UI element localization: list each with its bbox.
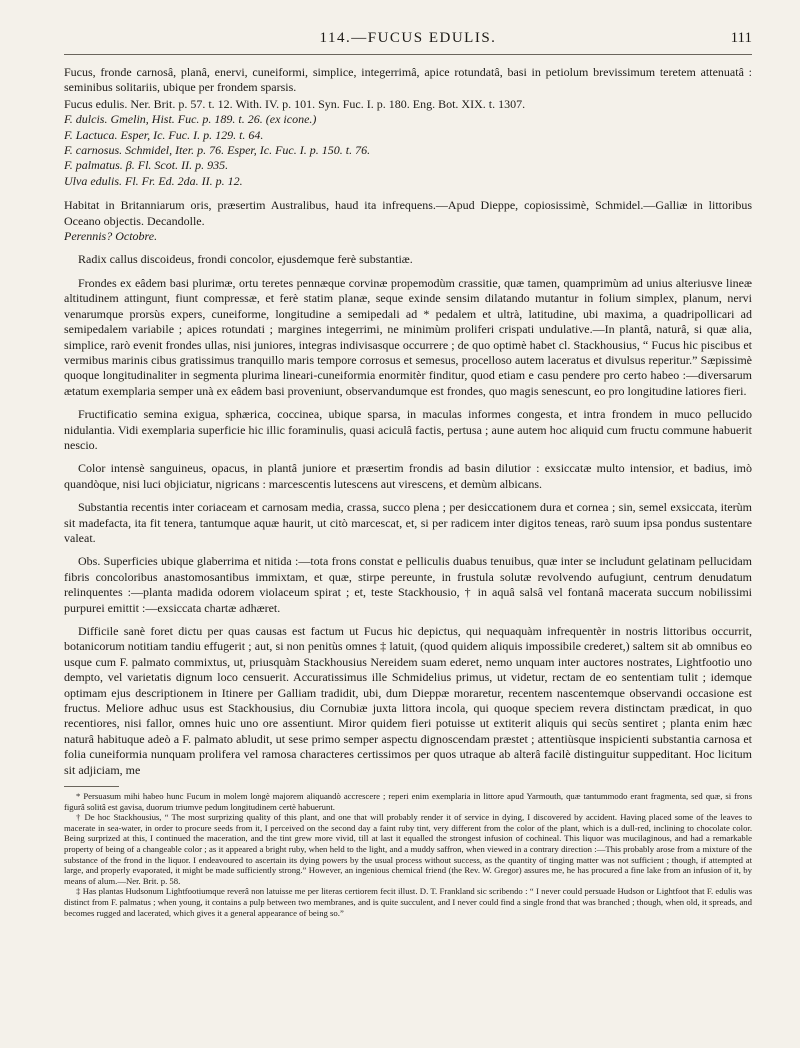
footnote: ‡ Has plantas Hudsonum Lightfootiumque reverâ non latuisse me per literas certiorem fecit illust. D. T. Frankland sic scribendo : “ I never could persuade Hudson or Lightfoot that F. edulis was distinct from F. palmatus ; when young, it contains a pulp between two membranes, and is quite succulent, and I never could find a single frond that was branched ; though, when old, it spreads, and becomes rugged and lacerated, which gives it a general appearance of being so.” (64, 886, 752, 918)
observation-paragraph: Obs. Superficies ubique glaberrima et nitida :—tota frons constat e pelliculis duabus tenuibus, quæ inter se includunt gelatinam pellucidam fibris concoloribus anastomosantibus immixtam, et quæ, stirpe pereunte, in frustula solutæ revolvendo aufugiunt, centrum denudatum relinquentes :—planta madida odorem violaceum spirat ; et, teste Stackhousio, † in aquâ salsâ vel fontanâ macerata succum nobilissimi purpurei emittit :—exsiccata chartæ adhæret. (64, 554, 752, 615)
duration-note: Perennis? Octobre. (64, 229, 158, 244)
color-paragraph: Color intensè sanguineus, opacus, in plantâ juniore et præsertim frondis ad basin dilutior : exsiccatæ multo intensior, et badius, imò quandòque, nisi luci objiciatur, nigricans : marcescentis lutescens aut virescens, et demùm albicans. (64, 461, 752, 491)
synonym-line: F. palmatus. β. Fl. Scot. II. p. 935. (64, 158, 229, 173)
book-page (64, 28, 752, 1033)
synonym-line: F. carnosus. Schmidel, Iter. p. 76. Esper, Ic. Fuc. I. p. 150. t. 76. (64, 143, 371, 158)
discussion-paragraph: Difficile sanè foret dictu per quas causas est factum ut Fucus hic depictus, qui nequaquàm infrequentèr in nostris littoribus occurrit, botanicorum notitiam tandiu effugerit ; aut, si non penitùs omnes ‡ latuit, (quod quidem aliquis impossibile crederet,) saltem sit ab omnibus eo usque cum F. palmato commixtus, ut, priusquàm Stackhousius Nereidem suam ederet, nemo unquam inter auctores nostrates, Lightfootio uno dempto, vel varietatis dignum loco censuerit. Accuratissimus ille Schmidelius primus, ut videtur, rectam de eo sententiam tulit ; idemque optimam ejus descriptionem in Itinere per Galliam tradidit, ubi, dum Dieppæ moraretur, recentem nascentemque observandi occasione est fructus. Meliore adhuc usus est Stackhousius, diu Cornubiæ juxta littora incola, qui quoque speciem revera distinctam prædicat, in quo recentiores, nisi fallor, omnes huic uno ore assentiunt. Miror quidem fieri potuisse ut extiterit aliquis qui secùs sentiret ; planta enim hæc naturâ habituque adeò a F. palmato abludit, ut sese primo semper aspectu dignoscendam præstet ; attentiùsque inspicienti substantia carnosa et folia cuneiformia nunquam prolifera vel ramosa characteres certissimos per quos utraque ab alterâ facilè distinguitur suppeditant. Hoc licitum sit adjiciam, me (64, 624, 752, 777)
radix-paragraph: Radix callus discoideus, frondi concolor, ejusdemque ferè substantiæ. (78, 252, 413, 267)
frondes-paragraph: Frondes ex eâdem basi plurimæ, ortu teretes pennæque corvinæ propemodùm crassitie, quæ tamen, quamprimùm ad unius alteriusve lineæ altitudinem attingunt, fiunt compressæ, et ferè statim planæ, seque exinde sensim dilatando mutantur in folium simplex, planum, nervi venarumque prorsùs expers, cuneiforme, longitudine a semipedali ad * pedalem et ultrà, latitudine, ubi maxima, a quadripollicari ad semipedalem variabile ; apices rotundati ; margines integerrimi, ne minimùm proliferi crispati undulative.—In plantâ, naturâ, si quæ alia, simplice, rarò evenit frondes ullas, nisi juniores, integras indivisasque occurrere ; de quo optimè habet cl. Stackhousius, “ Fucus hic piscibus et vermibus marinis cibus gratissimus tranquillo maris tempore corrosus et semesus, procelloso autem laceratus et divulsus reperitur.” Sæpissimè quoque longitudinaliter in segmenta plurima lineari-cuneiformia enormitèr finditur, quod etiam e casu pendere pro certo habeo :—diversarum ætatum exemplaria semper unà ex eâdem basi proveniunt, observandumque est frondes, quo magis senescunt, eo pro longitudine latiores fieri. (64, 275, 752, 398)
synonymy-list (64, 97, 752, 189)
synonym-line: F. dulcis. Gmelin, Hist. Fuc. p. 189. t. 26. (ex icone.) (64, 112, 317, 127)
running-header (64, 28, 752, 55)
synonym-line: F. Lactuca. Esper, Ic. Fuc. I. p. 129. t. 64. (64, 127, 264, 142)
footnote: † De hoc Stackhousius, “ The most surprizing quality of this plant, and one that will probably render it of service in dying, I discovered by accident. Having placed some of the leaves to macerate in sea-water, in order to procure seeds from it, I perceived on the second day a faint ruby tint, very different from the color of the plant, which is a dull-red, inclining to chocolate color. Being surprized at this, I continued the maceration, and the tint grew more vivid, till at last it equalled the strongest infusion of cochineal. This liquor was mucilaginous, and had a remarkable property of being of a changeable color ; as it appeared a bright ruby, when held to the light, and a muddy saffron, when viewed in a contrary direction :—This probably arose from a mixture of the substance of the frond in the liquor. I endeavoured to ascertain its dying powers by the usual process without success, as the quantity of tinging matter was not sufficient ; though, if attempted at large, and properly evaporated, it might be made sufficiently strong.” However, an ingenious chemical friend (the Rev. W. Gregor) assures me, he has procured a fine lake from an infusion of it, by means of alum.—Ner. Brit. p. 58. (64, 812, 752, 886)
footnote-divider (64, 786, 119, 787)
plate-title: 114.—FUCUS EDULIS. (319, 30, 497, 46)
habitat-paragraph: Habitat in Britanniarum oris, præsertim Australibus, haud ita infrequens.—Apud Dieppe, copiosissimè, Schmidel.—Galliæ in littoribus Oceano objectis. Decandolle. (64, 198, 752, 228)
species-diagnosis: Fucus, fronde carnosâ, planâ, enervi, cuneiformi, simplice, integerrimâ, apice rotundatâ, basi in petiolum brevissimum teretem attenuatâ : seminibus solitariis, ubique per frondem sparsis. (64, 65, 752, 95)
footnote: * Persuasum mihi habeo hunc Fucum in molem longè majorem aliquandò accrescere ; reperi enim exemplaria in littore apud Yarmouth, quæ tantummodo erant fragmenta, sed quæ, si frons figurâ solitâ est gavisa, duorum triumve pedum longitudinem certè habuerunt. (64, 791, 752, 812)
synonym-line: Ulva edulis. Fl. Fr. Ed. 2da. II. p. 12. (64, 173, 243, 188)
substantia-paragraph: Substantia recentis inter coriaceam et carnosam media, crassa, succo plena ; per desiccationem dura et cornea ; sin, semel exsiccata, iterùm sit madefacta, ita fit tenera, tantumque aquæ haurit, ut citò marcescat, et, si per radicem inter digitos teneas, rarò suum ipsa pondus sustentare valeat. (64, 500, 752, 545)
fructificatio-paragraph: Fructificatio semina exigua, sphærica, coccinea, ubique sparsa, in maculas informes congesta, et intra frondem in muco pellucido nidulantia. Vidi exemplaria superficie hic illic foraminulis, quasi aciculâ factis, pertusa ; aune autem hoc aliquid cum fructu commune habuerit nescio. (64, 407, 752, 452)
synonym-line: Fucus edulis. Ner. Brit. p. 57. t. 12. With. IV. p. 101. Syn. Fuc. I. p. 180. Eng. Bot. XIX. t. 1307. (64, 96, 526, 111)
page-number: 111 (730, 30, 752, 46)
